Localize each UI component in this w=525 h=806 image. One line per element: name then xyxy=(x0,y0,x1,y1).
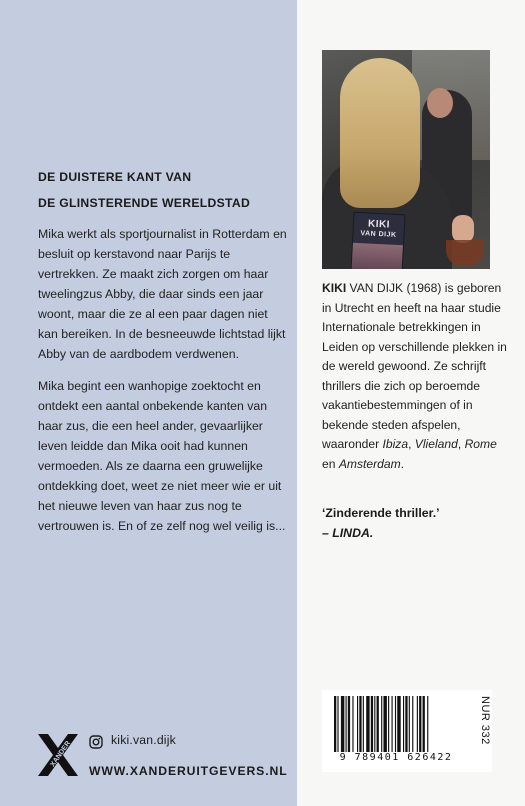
photo-hand xyxy=(452,215,474,243)
bio-place-1: Ibiza xyxy=(382,437,409,451)
photo-glass xyxy=(446,240,484,266)
review-quote xyxy=(322,503,502,543)
barcode-box xyxy=(322,690,492,772)
bio-name-first: KIKI xyxy=(322,281,347,295)
instagram-handle[interactable]: kiki.van.dijk xyxy=(111,733,176,747)
bio-name-last: VAN DIJK xyxy=(346,281,404,295)
bio-sep-3: en xyxy=(322,456,339,471)
logo-text: XANDER xyxy=(49,740,73,769)
photo-book-title xyxy=(357,219,400,240)
photo-book-band xyxy=(352,243,403,269)
review-quote-source: – LINDA. xyxy=(322,526,374,540)
photo-book-title-line-1: KIKI xyxy=(367,218,391,231)
bio-place-3: Rome xyxy=(464,437,497,451)
bio-end: . xyxy=(400,456,405,471)
instagram-icon xyxy=(89,735,103,749)
bio-place-2: Vlieland xyxy=(414,437,458,451)
bio-text: (1968) is geboren in Utrecht en heeft na haar studie Internationale betrekkingen in Leiden op verschillende plekken in de wereld gewoond. Ze schrijft thrillers die zich op beroemde vakantiebestemmingen of in bekende steden afspelen, waaronder xyxy=(322,281,507,451)
blurb-heading xyxy=(38,164,283,216)
author-photo xyxy=(322,50,490,269)
photo-book xyxy=(350,212,405,269)
blurb-paragraph-1: Mika werkt als sportjournalist in Rotterdam en besluit op kerstavond naar Parijs te vertrekken. Ze maakt zich zorgen om haar tweelingzus Abby, die daar sinds een jaar woont, maar die ze al een paar dagen niet kan bereiken. In de besneeuwde lichtstad lijkt Abby van de aardbodem verdwenen. xyxy=(38,227,287,361)
bio-sep-2: , xyxy=(457,437,465,451)
bio-sep-1: , xyxy=(408,437,415,451)
blurb-heading-line-1: DE DUISTERE KANT VAN xyxy=(38,170,192,184)
photo-author-hair xyxy=(340,58,420,208)
author-bio xyxy=(322,279,512,474)
photo-background-person-head xyxy=(427,88,453,118)
publisher-website[interactable]: WWW.XANDERUITGEVERS.NL xyxy=(89,764,288,778)
blurb-paragraph-2: Mika begint een wanhopige zoektocht en ontdekt een aantal onbekende kanten van haar zus, die een heel ander, gevaarlijker leven leidde dan Mika ooit had kunnen vermoeden. Als ze daarna een gruwelijke ontdekking doet, weet ze niet meer wie er uit het nieuwe leven van haar zus nog te vertrouwen is. En of ze zelf nog wel veilig is... xyxy=(38,379,286,533)
review-quote-text: ‘Zinderende thriller.’ xyxy=(322,506,440,520)
photo-book-title-line-2: VAN DIJK xyxy=(360,230,397,239)
isbn-number: 9 789401 626422 xyxy=(339,752,453,763)
blurb-heading-line-2: DE GLINSTERENDE WERELDSTAD xyxy=(38,196,251,210)
bio-place-4: Amsterdam xyxy=(338,456,401,471)
barcode-icon xyxy=(332,696,460,752)
nur-code: NUR 332 xyxy=(479,696,491,745)
xander-logo-icon xyxy=(38,734,78,776)
